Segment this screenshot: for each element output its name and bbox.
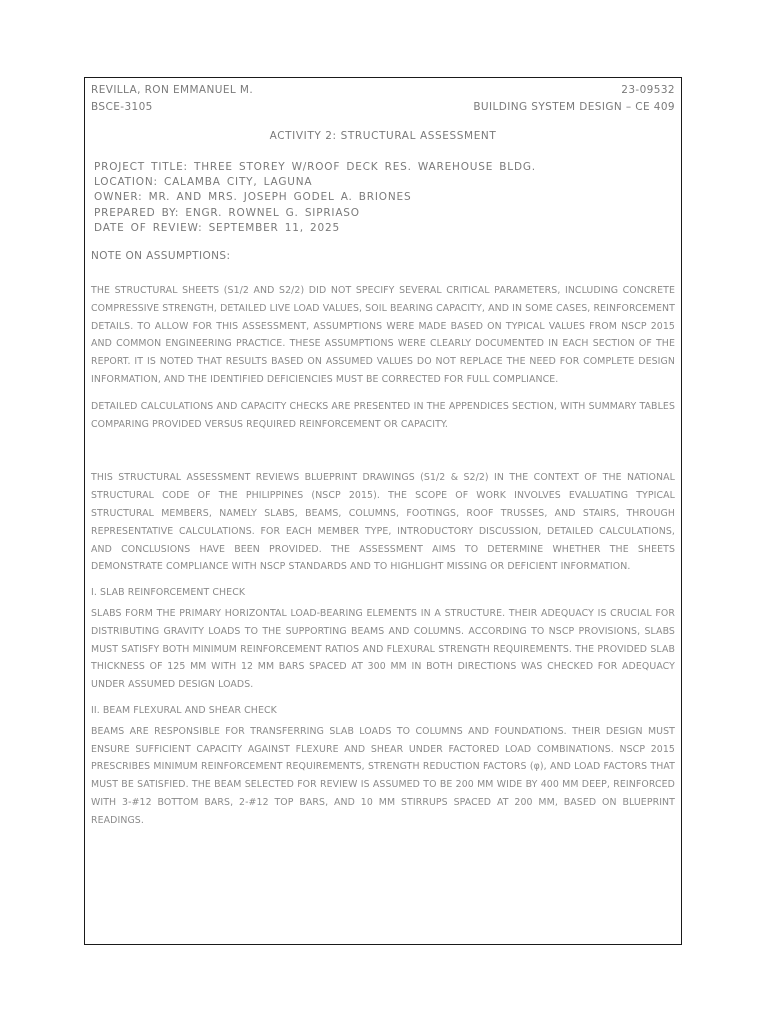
project-date-of-review: DATE OF REVIEW: SEPTEMBER 11, 2025 bbox=[94, 221, 340, 234]
section-1-body: SLABS FORM THE PRIMARY HORIZONTAL LOAD-BEARING ELEMENTS IN A STRUCTURE. THEIR ADEQUACY IS CRUCIAL FOR DISTRIBUTING GRAVITY LOADS TO THE SUPPORTING BEAMS AND COLUMNS. ACCORDING TO NSCP PROVISIONS, SLABS MUST SATISFY BOTH MINIMUM REINFORCEMENT RATIOS AND FLEXURAL STRENGTH REQUIREMENTS. THE PROVIDED SLAB THICKNESS OF 125 MM WITH 12 MM BARS SPACED AT 300 MM IN BOTH DIRECTIONS WAS CHECKED FOR ADEQUACY UNDER ASSUMED DESIGN LOADS. bbox=[91, 607, 675, 691]
section-2-heading: II. BEAM FLEXURAL AND SHEAR CHECK bbox=[91, 704, 277, 716]
project-location: LOCATION: CALAMBA CITY, LAGUNA bbox=[94, 176, 313, 189]
section-2-body: BEAMS ARE RESPONSIBLE FOR TRANSFERRING SLAB LOADS TO COLUMNS AND FOUNDATIONS. THEIR DESIGN MUST ENSURE SUFFICIENT CAPACITY AGAINST FLEXURE AND SHEAR UNDER FACTORED LOAD COMBINATIONS. NSCP 2015 PRESCRIBES MINIMUM REINFORCEMENT REQUIREMENTS, STRENGTH REDUCTION FACTORS (φ), AND LOAD FACTORS THAT MUST BE SATISFIED. THE BEAM SELECTED FOR REVIEW IS ASSUMED TO BE 200 MM WIDE BY 400 MM DEEP, REINFORCED WITH 3-#12 BOTTOM BARS, 2-#12 TOP BARS, AND 10 MM STIRRUPS SPACED AT 200 MM, BASED ON BLUEPRINT READINGS. bbox=[91, 725, 675, 826]
intro-paragraph: THIS STRUCTURAL ASSESSMENT REVIEWS BLUEPRINT DRAWINGS (S1/2 & S2/2) IN THE CONTEXT OF THE NATIONAL STRUCTURAL CODE OF THE PHILIPPINES (NSCP 2015). THE SCOPE OF WORK INVOLVES EVALUATING TYPICAL STRUCTURAL MEMBERS, NAMELY SLABS, BEAMS, COLUMNS, FOOTINGS, ROOF TRUSSES, AND STAIRS, THROUGH REPRESENTATIVE CALCULATIONS. FOR EACH MEMBER TYPE, INTRODUCTORY DISCUSSION, DETAILED CALCULATIONS, AND CONCLUSIONS HAVE BEEN PROVIDED. THE ASSESSMENT AIMS TO DETERMINE WHETHER THE SHEETS DEMONSTRATE COMPLIANCE WITH NSCP STANDARDS AND TO HIGHLIGHT MISSING OR DEFICIENT INFORMATION. bbox=[91, 472, 675, 573]
section-code: BSCE-3105 bbox=[91, 101, 153, 113]
student-id: 23-09532 bbox=[621, 84, 675, 96]
document-content bbox=[91, 82, 675, 830]
header-row-1 bbox=[91, 82, 675, 99]
note-paragraph-1: THE STRUCTURAL SHEETS (S1/2 AND S2/2) DID NOT SPECIFY SEVERAL CRITICAL PARAMETERS, INCLUDING CONCRETE COMPRESSIVE STRENGTH, DETAILED LIVE LOAD VALUES, SOIL BEARING CAPACITY, AND IN SOME CASES, REINFORCEMENT DETAILS. TO ALLOW FOR THIS ASSESSMENT, ASSUMPTIONS WERE MADE BASED ON TYPICAL VALUES FROM NSCP 2015 AND COMMON ENGINEERING PRACTICE. THESE ASSUMPTIONS WERE CLEARLY DOCUMENTED IN EACH SECTION OF THE REPORT. IT IS NOTED THAT RESULTS BASED ON ASSUMED VALUES DO NOT REPLACE THE NEED FOR COMPLETE DESIGN INFORMATION, AND THE IDENTIFIED DEFICIENCIES MUST BE CORRECTED FOR FULL COMPLIANCE. bbox=[91, 285, 675, 385]
project-info bbox=[91, 160, 675, 236]
note-paragraph-2: DETAILED CALCULATIONS AND CAPACITY CHECKS ARE PRESENTED IN THE APPENDICES SECTION, WITH SUMMARY TABLES COMPARING PROVIDED VERSUS REQUIRED REINFORCEMENT OR CAPACITY. bbox=[91, 400, 675, 430]
header-row-2 bbox=[91, 99, 675, 116]
course-title: BUILDING SYSTEM DESIGN – CE 409 bbox=[473, 101, 675, 113]
activity-title: ACTIVITY 2: STRUCTURAL ASSESSMENT bbox=[269, 130, 497, 142]
section-1-heading: I. SLAB REINFORCEMENT CHECK bbox=[91, 587, 246, 599]
note-heading: NOTE ON ASSUMPTIONS: bbox=[91, 250, 231, 263]
project-prepared-by: PREPARED BY: ENGR. ROWNEL G. SIPRIASO bbox=[94, 206, 360, 219]
project-owner: OWNER: MR. AND MRS. JOSEPH GODEL A. BRIONES bbox=[94, 191, 412, 204]
student-name: REVILLA, RON EMMANUEL M. bbox=[91, 84, 254, 96]
document-sheet bbox=[84, 77, 682, 945]
project-title: PROJECT TITLE: THREE STOREY W/ROOF DECK RES. WAREHOUSE BLDG. bbox=[94, 161, 536, 173]
